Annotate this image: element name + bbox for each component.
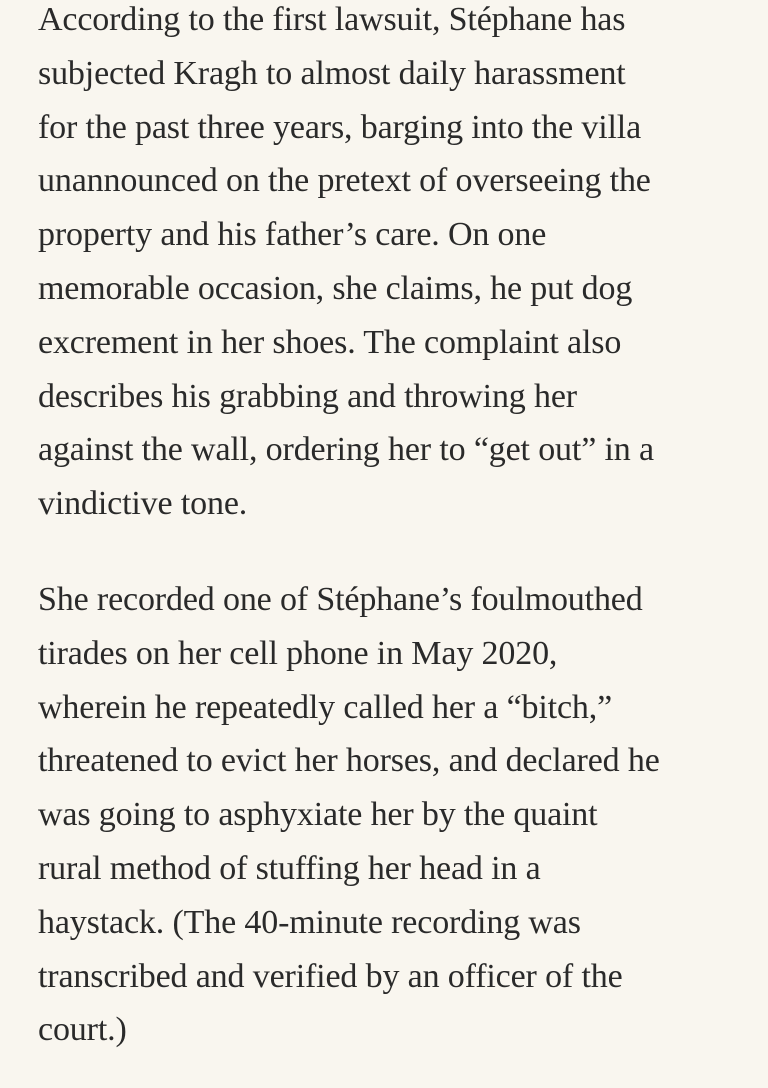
text-line: was going to asphyxiate her by the quaint: [38, 796, 598, 834]
text-line: According to the first lawsuit, Stéphane has: [38, 1, 626, 38]
text-line: haystack. (The 40-minute recording was: [38, 903, 581, 941]
text-line: tirades on her cell phone in May 2020,: [38, 634, 558, 672]
text-line: vindictive tone.: [38, 485, 248, 523]
text-line: subjected Kragh to almost daily harassment: [38, 54, 626, 92]
text-line: transcribed and verified by an officer of the: [38, 957, 623, 995]
text-line: memorable occasion, she claims, he put dog: [38, 269, 633, 307]
text-line: threatened to evict her horses, and declared he: [38, 742, 660, 780]
text-line: unannounced on the pretext of overseeing the: [38, 162, 651, 200]
text-line: for the past three years, barging into the villa: [38, 108, 642, 146]
text-line: She recorded one of Stéphane’s foulmouthed: [38, 581, 643, 618]
text-line: against the wall, ordering her to “get out” in a: [38, 431, 654, 469]
text-line: describes his grabbing and throwing her: [38, 377, 577, 415]
text-line: property and his father’s care. On one: [38, 216, 547, 254]
text-line: rural method of stuffing her head in a: [38, 849, 541, 887]
text-line: court.): [38, 1011, 127, 1049]
paragraph-1: [38, 0, 744, 531]
text-line: excrement in her shoes. The complaint also: [38, 323, 622, 361]
text-line: wherein he repeatedly called her a “bitch,”: [38, 688, 613, 726]
paragraph-2: [38, 573, 744, 1057]
